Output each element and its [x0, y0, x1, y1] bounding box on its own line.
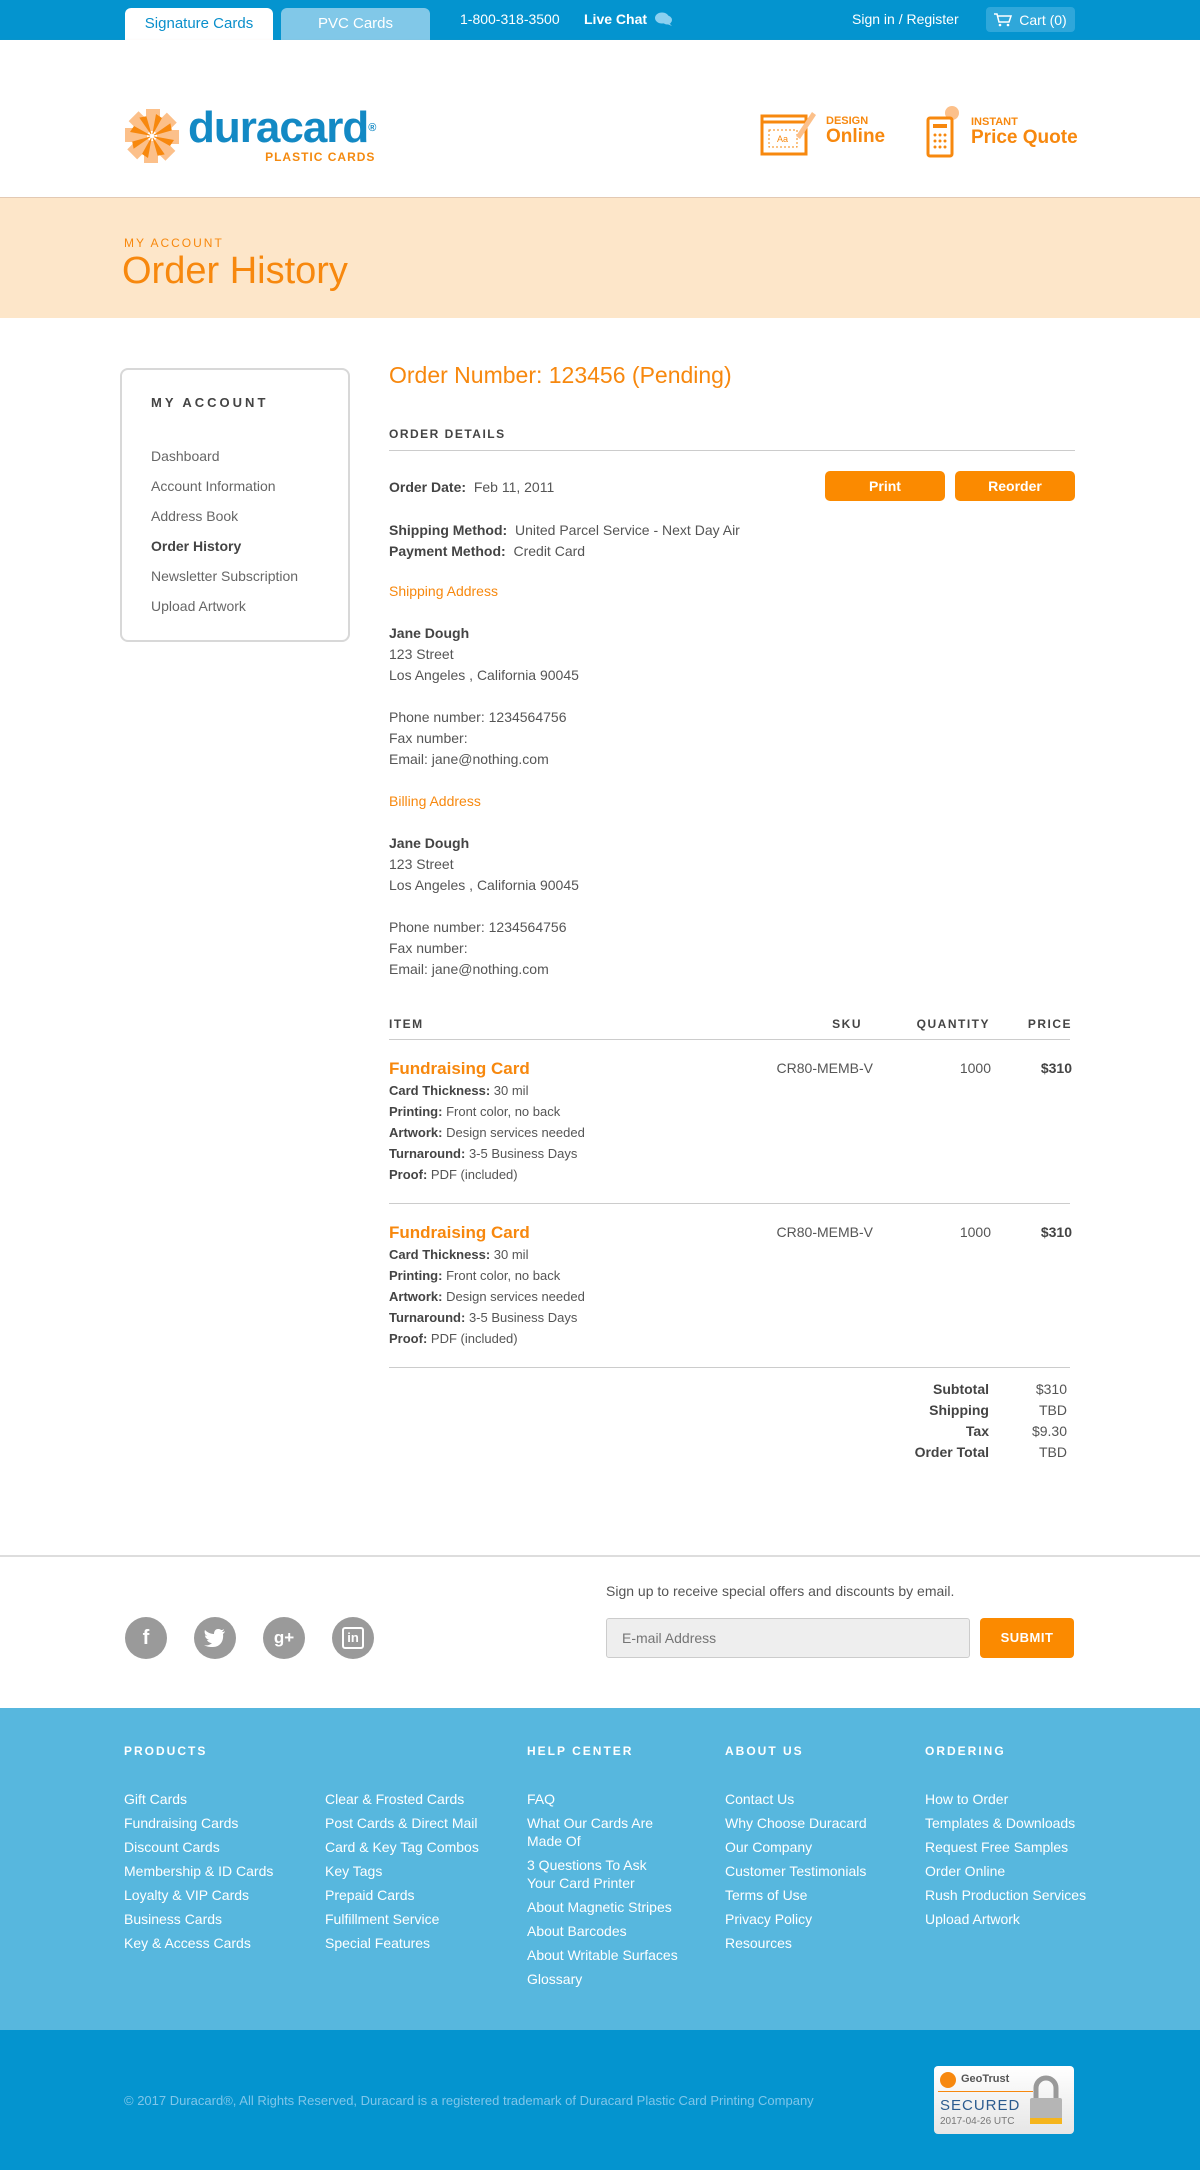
footer-link[interactable]: Customer Testimonials [725, 1863, 867, 1879]
option-value: 30 mil [493, 1083, 529, 1098]
tax-label: Tax [965, 1423, 989, 1439]
footer-bottom [0, 2030, 1200, 2170]
item-option [389, 1167, 518, 1182]
footer-link[interactable]: Terms of Use [725, 1887, 808, 1903]
newsletter-text: Sign up to receive special offers and discounts by email. [606, 1583, 955, 1599]
sidebar-item-address-book[interactable]: Address Book [151, 508, 239, 524]
live-chat-link[interactable] [584, 11, 673, 27]
option-label: Turnaround: [389, 1146, 466, 1161]
footer-link[interactable]: Fulfillment Service [325, 1911, 440, 1927]
linkedin-icon[interactable] [332, 1617, 374, 1659]
footer-link[interactable]: About Barcodes [527, 1923, 627, 1939]
shipping-total-value: TBD [1039, 1402, 1067, 1418]
option-value: 3-5 Business Days [468, 1146, 578, 1161]
account-sidebar [120, 368, 350, 642]
payment-method [389, 543, 585, 559]
shipping-phone: Phone number: 1234564756 [389, 709, 567, 725]
footer-link[interactable]: Business Cards [124, 1911, 223, 1927]
footer-link[interactable]: Request Free Samples [925, 1839, 1069, 1855]
top-bar [0, 0, 1200, 40]
sidebar-item-dashboard[interactable]: Dashboard [151, 448, 220, 464]
footer-link[interactable]: Fundraising Cards [124, 1815, 239, 1831]
col-header-quantity: QUANTITY [916, 1017, 990, 1031]
order-details-header: ORDER DETAILS [389, 427, 506, 441]
item-option [389, 1310, 577, 1325]
shipping-city: Los Angeles , California 90045 [389, 667, 579, 683]
item-option [389, 1268, 560, 1283]
email-input[interactable] [606, 1618, 970, 1658]
footer-link[interactable]: Gift Cards [124, 1791, 188, 1807]
option-label: Card Thickness: [389, 1083, 491, 1098]
option-value: Design services needed [446, 1289, 585, 1304]
subtotal-label: Subtotal [933, 1381, 989, 1397]
badge-date: 2017-04-26 UTC [940, 2116, 1015, 2127]
item-option [389, 1125, 585, 1140]
footer-link[interactable]: Privacy Policy [725, 1911, 813, 1927]
footer-link[interactable]: About Writable Surfaces [527, 1947, 678, 1963]
shipping-address-heading: Shipping Address [389, 583, 498, 599]
footer-link[interactable]: Contact Us [725, 1791, 795, 1807]
sidebar-item-account-information[interactable]: Account Information [151, 478, 276, 494]
footer-links [0, 1708, 1200, 2030]
footer-heading-ordering: ORDERING [925, 1744, 1006, 1758]
item-option [389, 1083, 528, 1098]
footer-link[interactable]: Post Cards & Direct Mail [325, 1815, 478, 1831]
item-option [389, 1289, 585, 1304]
sidebar-item-order-history[interactable]: Order History [151, 538, 242, 554]
shipping-street: 123 Street [389, 646, 454, 662]
option-label: Card Thickness: [389, 1247, 491, 1262]
subtotal-value: $310 [1035, 1381, 1067, 1397]
twitter-bird-glyph [204, 1629, 226, 1647]
order-date-value: Feb 11, 2011 [473, 479, 555, 495]
payment-method-label: Payment Method: [389, 543, 506, 559]
option-value: Design services needed [446, 1125, 585, 1140]
page-hero [0, 198, 1200, 318]
footer-link[interactable]: Loyalty & VIP Cards [124, 1887, 250, 1903]
divider [389, 1367, 1070, 1368]
geotrust-brand: GeoTrust [961, 2073, 1010, 2085]
footer-link[interactable]: How to Order [925, 1791, 1009, 1807]
pinwheel-logo-icon [124, 108, 180, 164]
footer-link[interactable]: Templates & Downloads [925, 1815, 1076, 1831]
option-value: PDF (included) [430, 1167, 518, 1182]
option-value: PDF (included) [430, 1331, 518, 1346]
footer-link[interactable]: Card & Key Tag Combos [325, 1839, 479, 1855]
billing-city: Los Angeles , California 90045 [389, 877, 579, 893]
phone-number[interactable]: 1-800-318-3500 [460, 11, 560, 27]
tab-pvc-cards[interactable]: PVC Cards [281, 8, 430, 40]
divider [389, 1203, 1070, 1204]
shipping-fax: Fax number: [389, 730, 468, 746]
option-value: 3-5 Business Days [468, 1310, 578, 1325]
sidebar-item-newsletter-subscription[interactable]: Newsletter Subscription [151, 568, 299, 584]
duracard-logo[interactable] [124, 103, 376, 164]
footer-link[interactable]: Resources [725, 1935, 792, 1951]
shipping-total-label: Shipping [929, 1402, 989, 1418]
col-header-sku: SKU [832, 1017, 862, 1031]
option-label: Turnaround: [389, 1310, 466, 1325]
billing-email: Email: jane@nothing.com [389, 961, 549, 977]
item-quantity: 1000 [959, 1224, 991, 1240]
footer-heading-help-center: HELP CENTER [527, 1744, 634, 1758]
footer-link[interactable]: Upload Artwork [925, 1911, 1020, 1927]
footer-link[interactable]: Membership & ID Cards [124, 1863, 274, 1879]
sidebar-title: MY ACCOUNT [151, 395, 269, 410]
option-label: Artwork: [389, 1125, 443, 1140]
item-option [389, 1331, 518, 1346]
tab-signature-cards[interactable]: Signature Cards [125, 8, 273, 40]
option-label: Printing: [389, 1104, 443, 1119]
col-header-item: ITEM [389, 1017, 424, 1031]
footer-link[interactable]: What Our Cards Are Made Of [527, 1815, 654, 1849]
cart-icon [994, 13, 1012, 27]
shipping-email: Email: jane@nothing.com [389, 751, 549, 767]
print-button[interactable]: Print [825, 471, 945, 501]
option-value: 30 mil [493, 1247, 529, 1262]
design-small-label: DESIGN [826, 115, 869, 127]
col-header-price: PRICE [1027, 1017, 1072, 1031]
sign-in-register-link[interactable]: Sign in / Register [852, 11, 959, 27]
design-online-link[interactable] [760, 106, 885, 156]
option-value: Front color, no back [446, 1268, 561, 1283]
copyright-text: © 2017 Duracard®, All Rights Reserved, Duracard is a registered trademark of Duracard Plastic Card Printing Company [124, 2093, 814, 2108]
footer-heading-about-us: ABOUT US [725, 1744, 804, 1758]
item-sku: CR80-MEMB-V [776, 1060, 873, 1076]
cart-label: Cart (0) [1019, 11, 1067, 28]
padlock-icon [1026, 2074, 1066, 2130]
divider [938, 2091, 1033, 2092]
geotrust-logo-icon [940, 2072, 956, 2088]
footer-heading-products: PRODUCTS [124, 1744, 208, 1758]
footer-link[interactable]: About Magnetic Stripes [527, 1899, 672, 1915]
order-total-label: Order Total [914, 1444, 989, 1460]
billing-street: 123 Street [389, 856, 454, 872]
shipping-method-label: Shipping Method: [389, 522, 508, 538]
chat-bubble-icon [655, 12, 673, 26]
shipping-name: Jane Dough [389, 625, 470, 641]
logo-tagline: PLASTIC CARDS [265, 150, 376, 164]
footer-link[interactable]: Rush Production Services [925, 1887, 1087, 1903]
option-label: Proof: [389, 1331, 428, 1346]
breadcrumb-my-account: MY ACCOUNT [124, 236, 224, 250]
google-plus-icon[interactable]: g+ [263, 1617, 305, 1659]
svg-text:Aa: Aa [777, 134, 789, 144]
option-value: Front color, no back [446, 1104, 561, 1119]
billing-address-heading: Billing Address [389, 793, 481, 809]
shipping-method [389, 522, 740, 538]
page-title: Order History [122, 250, 348, 292]
linkedin-glyph: in [342, 1627, 364, 1649]
design-online-icon [760, 106, 816, 156]
submit-button[interactable]: SUBMIT [980, 1618, 1074, 1658]
footer-link[interactable]: Our Company [725, 1839, 813, 1855]
reorder-button[interactable]: Reorder [955, 471, 1075, 501]
footer-link[interactable]: FAQ [527, 1791, 556, 1807]
order-number-title: Order Number: 123456 (Pending) [389, 362, 732, 388]
footer-link[interactable]: Order Online [925, 1863, 1006, 1879]
footer-link[interactable]: Prepaid Cards [325, 1887, 415, 1903]
site-header [0, 40, 1200, 198]
tax-value: $9.30 [1031, 1423, 1067, 1439]
live-chat-label: Live Chat [584, 11, 648, 27]
footer-link[interactable]: Clear & Frosted Cards [325, 1791, 465, 1807]
item-sku: CR80-MEMB-V [776, 1224, 873, 1240]
item-option [389, 1104, 560, 1119]
secured-label: SECURED [940, 2097, 1021, 2114]
billing-fax: Fax number: [389, 940, 468, 956]
quote-small-label: INSTANT [971, 116, 1018, 128]
footer-link[interactable]: Special Features [325, 1935, 431, 1951]
order-date [389, 479, 554, 495]
footer-link[interactable]: Key & Access Cards [124, 1935, 251, 1951]
main-content [0, 318, 1200, 1555]
item-option [389, 1146, 577, 1161]
option-label: Printing: [389, 1268, 443, 1283]
newsletter-section [0, 1555, 1200, 1708]
footer-link[interactable]: Discount Cards [124, 1839, 220, 1855]
calculator-icon [925, 106, 961, 158]
twitter-icon[interactable] [194, 1617, 236, 1659]
payment-method-value: Credit Card [513, 543, 586, 559]
geotrust-badge[interactable] [934, 2066, 1074, 2134]
option-label: Artwork: [389, 1289, 443, 1304]
option-label: Proof: [389, 1167, 428, 1182]
sidebar-item-upload-artwork[interactable]: Upload Artwork [151, 598, 246, 614]
item-price: $310 [1040, 1224, 1072, 1240]
registered-mark: ® [368, 122, 376, 134]
item-price: $310 [1040, 1060, 1072, 1076]
billing-name: Jane Dough [389, 835, 470, 851]
item-name-link[interactable]: Fundraising Card [389, 1223, 530, 1242]
item-option [389, 1247, 528, 1262]
order-date-label: Order Date: [389, 479, 467, 495]
footer-link[interactable]: Why Choose Duracard [725, 1815, 867, 1831]
footer-link[interactable]: Key Tags [325, 1863, 383, 1879]
footer-link[interactable]: 3 Questions To Ask Your Card Printer [527, 1857, 647, 1891]
item-quantity: 1000 [959, 1060, 991, 1076]
divider [389, 450, 1075, 451]
cart-button[interactable] [986, 7, 1075, 32]
divider [389, 1039, 1070, 1040]
billing-phone: Phone number: 1234564756 [389, 919, 567, 935]
shipping-method-value: United Parcel Service - Next Day Air [514, 522, 740, 538]
quote-big-label: Price Quote [971, 127, 1078, 148]
design-big-label: Online [826, 126, 886, 147]
logo-wordmark: duracard [188, 103, 369, 152]
order-total-value: TBD [1039, 1444, 1067, 1460]
item-name-link[interactable]: Fundraising Card [389, 1059, 530, 1078]
footer-link[interactable]: Glossary [527, 1971, 583, 1987]
facebook-icon[interactable]: f [125, 1617, 167, 1659]
instant-price-quote-link[interactable] [925, 106, 1078, 158]
